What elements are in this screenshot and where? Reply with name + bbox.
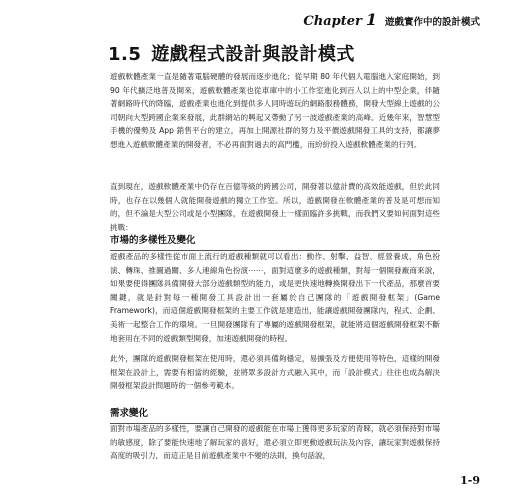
page-number: 1-9 xyxy=(460,474,480,487)
subhead-market-diversity-text: 市場的多樣性及變化 xyxy=(110,235,196,246)
section-title-text: 遊戲程式設計與設計模式 xyxy=(151,44,355,65)
section-title xyxy=(108,40,355,66)
running-head xyxy=(303,10,480,29)
subhead-demand-change-text: 需求變化 xyxy=(110,408,149,419)
paragraph-diversity: 遊戲產品的多樣性從市面上流行的遊戲種類就可以看出：動作、射擊、益智、經營養成、角色扮演、轉珠、推圖過關、多人連線角色扮演⋯⋯，面對這麼多的遊戲種類，對每一個開發廠商來說，如果要使得團隊具備開發大部分遊戲類型的能力，或是更快速地轉換開發出下一代產品，那麼首要關鍵，就是針對每一種開發工具設計出一套屬於自己團隊的「遊戲開發框架」(Game Framework)，而這個遊戲開發框架的主要工作就是建造出，能讓遊戲開發團隊內，程式、企劃、美術一起整合工作的環境。一旦開發團隊有了專屬的遊戲開發框架，就能將這個遊戲開發框架不斷地套用在不同的遊戲類型開發，加速遊戲開發的時程。 xyxy=(110,252,440,343)
paragraph-framework: 此外，團隊的遊戲開發框架在使用時，還必須具備夠穩定，易擴張及方便使用等特色，這樣的開發框架在設計上，需要有相當的經驗，並將眾多設計方式融入其中，而「設計模式」往往也成為解決開發框架設計問題時的一個參考範本。 xyxy=(110,354,440,391)
chapter-label: Chapter xyxy=(303,14,362,29)
paragraph-demand: 面對市場產品的多樣性，要讓自己開發的遊戲能在市場上獲得更多玩家的青睞，就必須保持對市場的敏感度，除了要能快速地了解玩家的喜好，還必須立即更動遊戲玩法及內容，讓玩家對遊戲保持高度的吸引力，而這正是目前遊戲產業中不變的法則，換句話說， xyxy=(110,424,440,461)
subhead-market-diversity xyxy=(110,232,440,251)
chapter-number: 1 xyxy=(365,10,377,29)
chapter-title: 遊戲實作中的設計模式 xyxy=(384,17,480,28)
section-number: 1.5 xyxy=(108,44,142,65)
paragraph-challenges: 直到現在，遊戲軟體產業中仍存在百億等級的跨國公司，開發著以億計費的高效能遊戲，但於此同時，也存在以幾個人就能開發遊戲的獨立工作室。所以，遊戲開發在軟體產業的普及是可想而知的，但不論是大型公司或是小型團隊，在遊戲開發上一樣面臨許多挑戰，而我們又要如何面對這些挑戰： xyxy=(110,182,440,232)
paragraph-intro: 遊戲軟體產業一直是隨著電腦硬體的發展而逐步進化；從早期 80 年代個人電腦進入家庭開始，到 90 年代擴泛地普及開來，遊戲軟體產業也從車庫中的小工作室進化到百人以上的中型企業，伴隨著網路時代的降臨，遊戲產業也進化到提供多人同時遊玩的網路服務體務，開發大型線上遊戲的公司朝向大型跨國企業來發展，此群網站的興起又帶動了另一波遊戲產業的高峰。近幾年來，智慧型手機的優勢及 App 銷售平台的建立，再加上開源社群的努力及平價遊戲開發工具的支持，都讓夢想進入遊戲軟體產業的開發者，不必再面對過去的高門檻，而紛紛投入遊戲軟體產業的行列。 xyxy=(110,72,440,149)
